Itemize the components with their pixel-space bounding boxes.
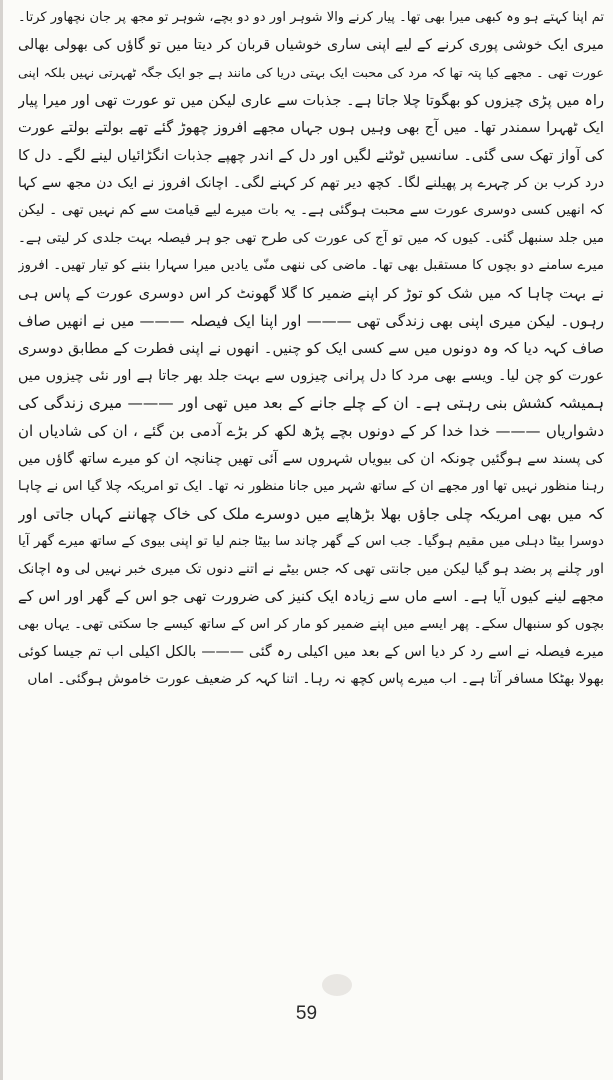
text-line: رہوں۔ لیکن میری اپنی بھی زندگی تھی ——— اور اپنا ایک فیصلہ ——— میں نے انھیں صاف <box>18 311 604 330</box>
text-line: میرے فیصلہ نے اسے رد کر دیا اس کے بعد میں اکیلی رہ گئی ——— بالکل اکیلی اب تم جیسا کوئی <box>18 643 604 660</box>
text-line: میں جلد سنبھل گئی۔ کیوں کہ میں تو آج کی عورت کی طرح تھی جو ہر فیصلہ بہت جلدی کر لیتی ہے۔ <box>18 230 604 246</box>
text-line: عورت کو چن لیا۔ ویسے بھی مرد کا دل پرانی چیزوں سے بہت جلد بھر جاتا ہے اور نئی چیزوں میں <box>18 367 604 384</box>
text-line: اور چلنے پر بضد ہو گیا لیکن میں جانتی تھی کہ جس بیٹے نے اتنے دنوں تک میری خبر نہیں لی وہ اچانک <box>18 560 604 577</box>
text-line: میرے سامنے دو بچوں کا مستقبل بھی تھا۔ ماضی کی ننھی منّی یادیں میرا سہارا بننے کو تیار تھیں۔ افروز <box>18 258 604 274</box>
text-line: ہمیشہ کشش بنی رہتی ہے۔ ان کے چلے جانے کے بعد میں تھی اور ——— میری زندگی کی <box>18 394 604 413</box>
text-line: مجھے لینے کیوں آیا ہے۔ اسے ماں سے زیادہ ایک کنیز کی ضرورت تھی جو اس کے گھر اور اس کے <box>18 588 604 606</box>
text-line: رہنا منظور نہیں تھا اور مجھے ان کے ساتھ شہر میں جانا منظور نہ تھا۔ ایک تو امریکہ چلا گیا اس نے چاہا <box>18 479 604 495</box>
page-number: 59 <box>295 1003 318 1024</box>
text-line: تم اپنا کہتے ہو وہ کبھی میرا بھی تھا۔ پیار کرنے والا شوہر اور دو دو بچے، شوہر تو مجھ پر جان نچھاور کرتا۔ <box>18 10 604 25</box>
text-line: درد کرب بن کر چہرے پر پھیلنے لگا۔ کچھ دیر تھم کر کہنے لگی۔ اچانک افروز نے ایک دن مجھ سے کہا <box>18 174 604 191</box>
urdu-text-block <box>18 4 604 694</box>
text-line: کی پسند سے ہوگئیں چونکہ ان کی بیویاں شہروں سے آئی تھیں چنانچہ ان کو میرے ساتھ گاؤں میں <box>18 450 604 467</box>
text-line: دوسرا بیٹا دہلی میں مقیم ہوگیا۔ جب اس کے گھر چاند سا بیٹا جنم لیا تو اپنی بیوی کے ساتھ میرے گھر آیا <box>18 534 604 550</box>
text-line: راہ میں پڑی چیزوں کو بھگوتا چلا جاتا ہے۔ جذبات سے عاری لیکن میں تو عورت تھی اور میرا پیار <box>18 91 604 109</box>
text-line: دشواریاں ——— خدا خدا کر کے دونوں بچے پڑھ لکھ کر بڑے آدمی بن گئے ، ان کی شادیاں ان <box>18 421 604 440</box>
text-line: عورت تھی ۔ مجھے کیا پتہ تھا کہ مرد کی محبت ایک بہتی دریا کی مانند ہے جو ایک جگہ ٹھہرتی نہیں بلکہ اپنی <box>18 65 604 81</box>
text-line: صاف کہہ دیا کہ وہ دونوں میں سے کسی ایک کو چنیں۔ انھوں نے اپنی فطرت کے مطابق دوسری <box>18 340 604 358</box>
text-line: بچوں کو سنبھال سکے۔ پھر ایسے میں اپنے ضمیر کو مار کر اس کے ساتھ کیسے جا سکتی تھی۔ یہاں بھی <box>18 617 604 633</box>
text-line: میری ایک خوشی پوری کرنے کے لیے اپنی ساری خوشیاں قربان کر دیتا میں تو گاؤں کی بھولی بھالی <box>18 36 604 53</box>
text-line: بھولا بھٹکا مسافر آتا ہے۔ اب میرے پاس کچھ نہ رہا۔ اتنا کہہ کر ضعیف عورت خاموش ہوگئی۔ اماں <box>27 671 604 688</box>
text-line: ایک ٹھہرا سمندر تھا۔ میں آج بھی وہیں ہوں جہاں مجھے افروز چھوڑ گئے تھے بولتے بولتے عورت <box>18 119 604 137</box>
text-line: کہ انھیں کسی دوسری عورت سے محبت ہوگئی ہے۔ یہ بات میرے لیے قیامت سے کم نہیں تھی ۔ لیکن <box>18 202 604 219</box>
text-line: نے بہت چاہا کہ میں شک کو توڑ کر اپنے ضمیر کا گلا گھونٹ کر اس دوسری عورت کے پاس ہی <box>18 284 604 302</box>
text-line: کہ میں بھی امریکہ چلی جاؤں بھلا بڑھاپے میں دوسرے ملک کی خاک چھاننے کہاں جاتی اور <box>18 504 604 523</box>
text-line: کی آواز تھک سی گئی۔ سانسیں ٹوٹنے لگیں اور دل کے اندر چھپے جذبات انگڑائیاں لینے لگے۔ دل کا <box>18 146 604 164</box>
ink-smudge <box>322 974 352 996</box>
